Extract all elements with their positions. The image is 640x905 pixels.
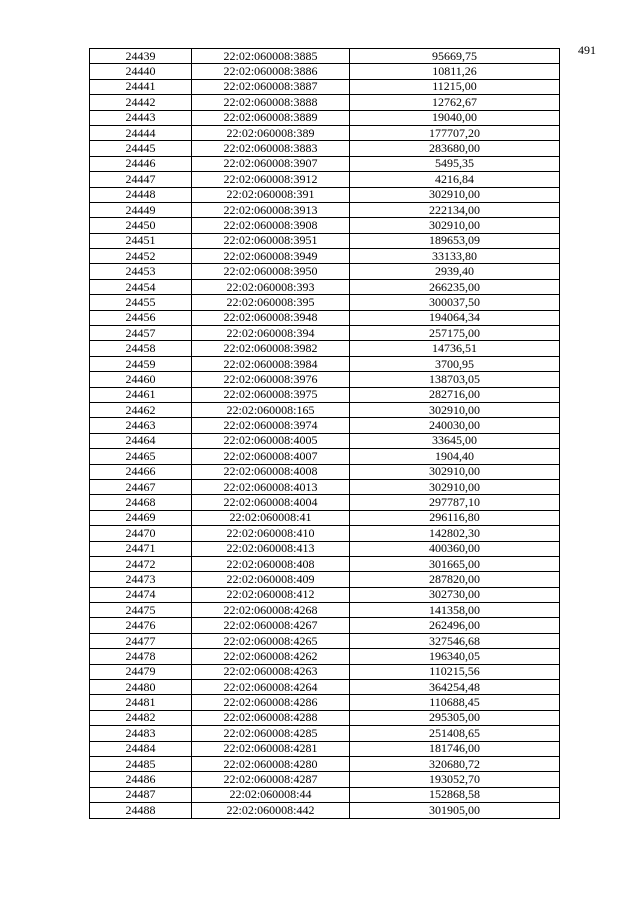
table-row	[90, 680, 560, 695]
cadastral-value-cell: 110688,45	[350, 695, 560, 710]
table-row	[90, 464, 560, 479]
row-number-cell: 24486	[90, 772, 192, 787]
table-row	[90, 156, 560, 171]
table-row	[90, 541, 560, 556]
row-number-cell: 24442	[90, 95, 192, 110]
row-number-cell: 24468	[90, 495, 192, 510]
table-row	[90, 95, 560, 110]
cadastral-number-cell: 22:02:060008:3913	[192, 202, 350, 217]
table-row	[90, 341, 560, 356]
cadastral-value-cell: 301905,00	[350, 803, 560, 818]
row-number-cell: 24459	[90, 356, 192, 371]
cadastral-number-cell: 22:02:060008:389	[192, 125, 350, 140]
cadastral-number-cell: 22:02:060008:3949	[192, 249, 350, 264]
table-row	[90, 64, 560, 79]
row-number-cell: 24476	[90, 618, 192, 633]
row-number-cell: 24454	[90, 279, 192, 294]
row-number-cell: 24455	[90, 295, 192, 310]
cadastral-value-cell: 297787,10	[350, 495, 560, 510]
row-number-cell: 24470	[90, 526, 192, 541]
table-row	[90, 495, 560, 510]
cadastral-number-cell: 22:02:060008:4264	[192, 680, 350, 695]
cadastral-number-cell: 22:02:060008:4013	[192, 479, 350, 494]
table-row	[90, 726, 560, 741]
row-number-cell: 24485	[90, 756, 192, 771]
table-row	[90, 310, 560, 325]
table-row	[90, 756, 560, 771]
row-number-cell: 24440	[90, 64, 192, 79]
cadastral-number-cell: 22:02:060008:395	[192, 295, 350, 310]
cadastral-number-cell: 22:02:060008:4280	[192, 756, 350, 771]
table-row	[90, 479, 560, 494]
cadastral-value-cell: 364254,48	[350, 680, 560, 695]
table-row	[90, 741, 560, 756]
cadastral-value-cell: 4216,84	[350, 172, 560, 187]
table-row	[90, 618, 560, 633]
cadastral-value-cell: 302910,00	[350, 402, 560, 417]
cadastral-number-cell: 22:02:060008:3976	[192, 372, 350, 387]
table-row	[90, 433, 560, 448]
row-number-cell: 24444	[90, 125, 192, 140]
row-number-cell: 24457	[90, 326, 192, 341]
table-row	[90, 649, 560, 664]
cadastral-value-cell: 327546,68	[350, 633, 560, 648]
cadastral-value-cell: 33133,80	[350, 249, 560, 264]
cadastral-number-cell: 22:02:060008:3883	[192, 141, 350, 156]
row-number-cell: 24475	[90, 603, 192, 618]
table-row	[90, 125, 560, 140]
row-number-cell: 24482	[90, 710, 192, 725]
cadastral-number-cell: 22:02:060008:3885	[192, 49, 350, 64]
cadastral-value-cell: 300037,50	[350, 295, 560, 310]
table-row	[90, 633, 560, 648]
cadastral-number-cell: 22:02:060008:4008	[192, 464, 350, 479]
table-row	[90, 264, 560, 279]
row-number-cell: 24473	[90, 572, 192, 587]
table-row	[90, 710, 560, 725]
cadastral-value-cell: 301665,00	[350, 556, 560, 571]
cadastral-value-cell: 14736,51	[350, 341, 560, 356]
cadastral-number-cell: 22:02:060008:4286	[192, 695, 350, 710]
row-number-cell: 24484	[90, 741, 192, 756]
cadastral-value-cell: 19040,00	[350, 110, 560, 125]
cadastral-value-cell: 141358,00	[350, 603, 560, 618]
cadastral-number-cell: 22:02:060008:4268	[192, 603, 350, 618]
cadastral-number-cell: 22:02:060008:3950	[192, 264, 350, 279]
row-number-cell: 24446	[90, 156, 192, 171]
cadastral-number-cell: 22:02:060008:408	[192, 556, 350, 571]
table-row	[90, 356, 560, 371]
cadastral-number-cell: 22:02:060008:4005	[192, 433, 350, 448]
cadastral-value-cell: 5495,35	[350, 156, 560, 171]
cadastral-number-cell: 22:02:060008:413	[192, 541, 350, 556]
row-number-cell: 24481	[90, 695, 192, 710]
table-row	[90, 510, 560, 525]
cadastral-value-cell: 222134,00	[350, 202, 560, 217]
row-number-cell: 24439	[90, 49, 192, 64]
cadastral-value-cell: 33645,00	[350, 433, 560, 448]
cadastral-value-cell: 189653,09	[350, 233, 560, 248]
table-row	[90, 79, 560, 94]
table-row	[90, 803, 560, 818]
row-number-cell: 24441	[90, 79, 192, 94]
cadastral-value-cell: 302910,00	[350, 479, 560, 494]
row-number-cell: 24463	[90, 418, 192, 433]
cadastral-number-cell: 22:02:060008:409	[192, 572, 350, 587]
cadastral-value-cell: 302910,00	[350, 464, 560, 479]
table-row	[90, 603, 560, 618]
cadastral-number-cell: 22:02:060008:3982	[192, 341, 350, 356]
row-number-cell: 24451	[90, 233, 192, 248]
row-number-cell: 24487	[90, 787, 192, 802]
cadastral-number-cell: 22:02:060008:442	[192, 803, 350, 818]
cadastral-value-cell: 400360,00	[350, 541, 560, 556]
cadastral-value-cell: 302910,00	[350, 187, 560, 202]
row-number-cell: 24469	[90, 510, 192, 525]
cadastral-number-cell: 22:02:060008:3888	[192, 95, 350, 110]
table-row	[90, 172, 560, 187]
cadastral-value-cell: 257175,00	[350, 326, 560, 341]
cadastral-number-cell: 22:02:060008:4007	[192, 449, 350, 464]
row-number-cell: 24449	[90, 202, 192, 217]
cadastral-number-cell: 22:02:060008:410	[192, 526, 350, 541]
cadastral-number-cell: 22:02:060008:3886	[192, 64, 350, 79]
cadastral-number-cell: 22:02:060008:4262	[192, 649, 350, 664]
cadastral-value-cell: 110215,56	[350, 664, 560, 679]
cadastral-value-cell: 302730,00	[350, 587, 560, 602]
row-number-cell: 24443	[90, 110, 192, 125]
cadastral-number-cell: 22:02:060008:412	[192, 587, 350, 602]
row-number-cell: 24456	[90, 310, 192, 325]
cadastral-number-cell: 22:02:060008:391	[192, 187, 350, 202]
table-row	[90, 110, 560, 125]
table-row	[90, 202, 560, 217]
table-row	[90, 787, 560, 802]
cadastral-value-cell: 181746,00	[350, 741, 560, 756]
cadastral-value-cell: 251408,65	[350, 726, 560, 741]
table-body	[90, 49, 560, 819]
cadastral-value-cell: 142802,30	[350, 526, 560, 541]
cadastral-number-cell: 22:02:060008:41	[192, 510, 350, 525]
row-number-cell: 24448	[90, 187, 192, 202]
row-number-cell: 24458	[90, 341, 192, 356]
row-number-cell: 24478	[90, 649, 192, 664]
cadastral-value-cell: 11215,00	[350, 79, 560, 94]
cadastral-value-cell: 240030,00	[350, 418, 560, 433]
row-number-cell: 24466	[90, 464, 192, 479]
table-row	[90, 402, 560, 417]
table-row	[90, 326, 560, 341]
cadastral-value-cell: 194064,34	[350, 310, 560, 325]
cadastral-number-cell: 22:02:060008:4281	[192, 741, 350, 756]
row-number-cell: 24472	[90, 556, 192, 571]
cadastral-value-cell: 196340,05	[350, 649, 560, 664]
table-row	[90, 418, 560, 433]
table-row	[90, 572, 560, 587]
row-number-cell: 24453	[90, 264, 192, 279]
cadastral-value-cell: 1904,40	[350, 449, 560, 464]
table-row	[90, 279, 560, 294]
table-row	[90, 249, 560, 264]
cadastral-number-cell: 22:02:060008:3974	[192, 418, 350, 433]
row-number-cell: 24464	[90, 433, 192, 448]
row-number-cell: 24483	[90, 726, 192, 741]
cadastral-number-cell: 22:02:060008:4288	[192, 710, 350, 725]
table-row	[90, 49, 560, 64]
cadastral-number-cell: 22:02:060008:4287	[192, 772, 350, 787]
row-number-cell: 24488	[90, 803, 192, 818]
cadastral-value-cell: 12762,67	[350, 95, 560, 110]
cadastral-number-cell: 22:02:060008:3907	[192, 156, 350, 171]
row-number-cell: 24452	[90, 249, 192, 264]
cadastral-value-cell: 3700,95	[350, 356, 560, 371]
cadastral-number-cell: 22:02:060008:4267	[192, 618, 350, 633]
cadastral-number-cell: 22:02:060008:3889	[192, 110, 350, 125]
cadastral-value-cell: 2939,40	[350, 264, 560, 279]
cadastral-value-cell: 283680,00	[350, 141, 560, 156]
cadastral-value-cell: 266235,00	[350, 279, 560, 294]
cadastral-number-cell: 22:02:060008:394	[192, 326, 350, 341]
cadastral-value-cell: 287820,00	[350, 572, 560, 587]
cadastral-value-cell: 302910,00	[350, 218, 560, 233]
cadastral-value-cell: 95669,75	[350, 49, 560, 64]
cadastral-number-cell: 22:02:060008:4265	[192, 633, 350, 648]
cadastral-value-cell: 296116,80	[350, 510, 560, 525]
row-number-cell: 24467	[90, 479, 192, 494]
table-row	[90, 187, 560, 202]
cadastral-number-cell: 22:02:060008:44	[192, 787, 350, 802]
cadastral-number-cell: 22:02:060008:4263	[192, 664, 350, 679]
table-row	[90, 695, 560, 710]
row-number-cell: 24450	[90, 218, 192, 233]
page-number: 491	[578, 43, 596, 57]
cadastral-number-cell: 22:02:060008:3975	[192, 387, 350, 402]
cadastral-number-cell: 22:02:060008:3948	[192, 310, 350, 325]
table-row	[90, 664, 560, 679]
table-row	[90, 141, 560, 156]
row-number-cell: 24461	[90, 387, 192, 402]
table-row	[90, 556, 560, 571]
cadastral-value-cell: 320680,72	[350, 756, 560, 771]
cadastral-value-cell: 138703,05	[350, 372, 560, 387]
cadastral-number-cell: 22:02:060008:3984	[192, 356, 350, 371]
cadastral-value-cell: 295305,00	[350, 710, 560, 725]
cadastral-value-cell: 10811,26	[350, 64, 560, 79]
cadastral-number-cell: 22:02:060008:3912	[192, 172, 350, 187]
table-row	[90, 218, 560, 233]
cadastral-number-cell: 22:02:060008:3951	[192, 233, 350, 248]
cadastral-number-cell: 22:02:060008:165	[192, 402, 350, 417]
cadastral-value-cell: 177707,20	[350, 125, 560, 140]
row-number-cell: 24465	[90, 449, 192, 464]
row-number-cell: 24471	[90, 541, 192, 556]
row-number-cell: 24477	[90, 633, 192, 648]
cadastral-value-cell: 262496,00	[350, 618, 560, 633]
cadastral-number-cell: 22:02:060008:4285	[192, 726, 350, 741]
cadastral-number-cell: 22:02:060008:3908	[192, 218, 350, 233]
table-row	[90, 526, 560, 541]
table-row	[90, 387, 560, 402]
row-number-cell: 24462	[90, 402, 192, 417]
table-row	[90, 295, 560, 310]
cadastral-value-cell: 282716,00	[350, 387, 560, 402]
row-number-cell: 24447	[90, 172, 192, 187]
table-row	[90, 587, 560, 602]
row-number-cell: 24480	[90, 680, 192, 695]
table-row	[90, 449, 560, 464]
row-number-cell: 24479	[90, 664, 192, 679]
cadastral-value-table	[89, 48, 560, 819]
cadastral-number-cell: 22:02:060008:3887	[192, 79, 350, 94]
table-row	[90, 772, 560, 787]
table-row	[90, 372, 560, 387]
cadastral-number-cell: 22:02:060008:4004	[192, 495, 350, 510]
cadastral-value-cell: 193052,70	[350, 772, 560, 787]
row-number-cell: 24460	[90, 372, 192, 387]
cadastral-number-cell: 22:02:060008:393	[192, 279, 350, 294]
cadastral-value-cell: 152868,58	[350, 787, 560, 802]
table-row	[90, 233, 560, 248]
row-number-cell: 24474	[90, 587, 192, 602]
row-number-cell: 24445	[90, 141, 192, 156]
